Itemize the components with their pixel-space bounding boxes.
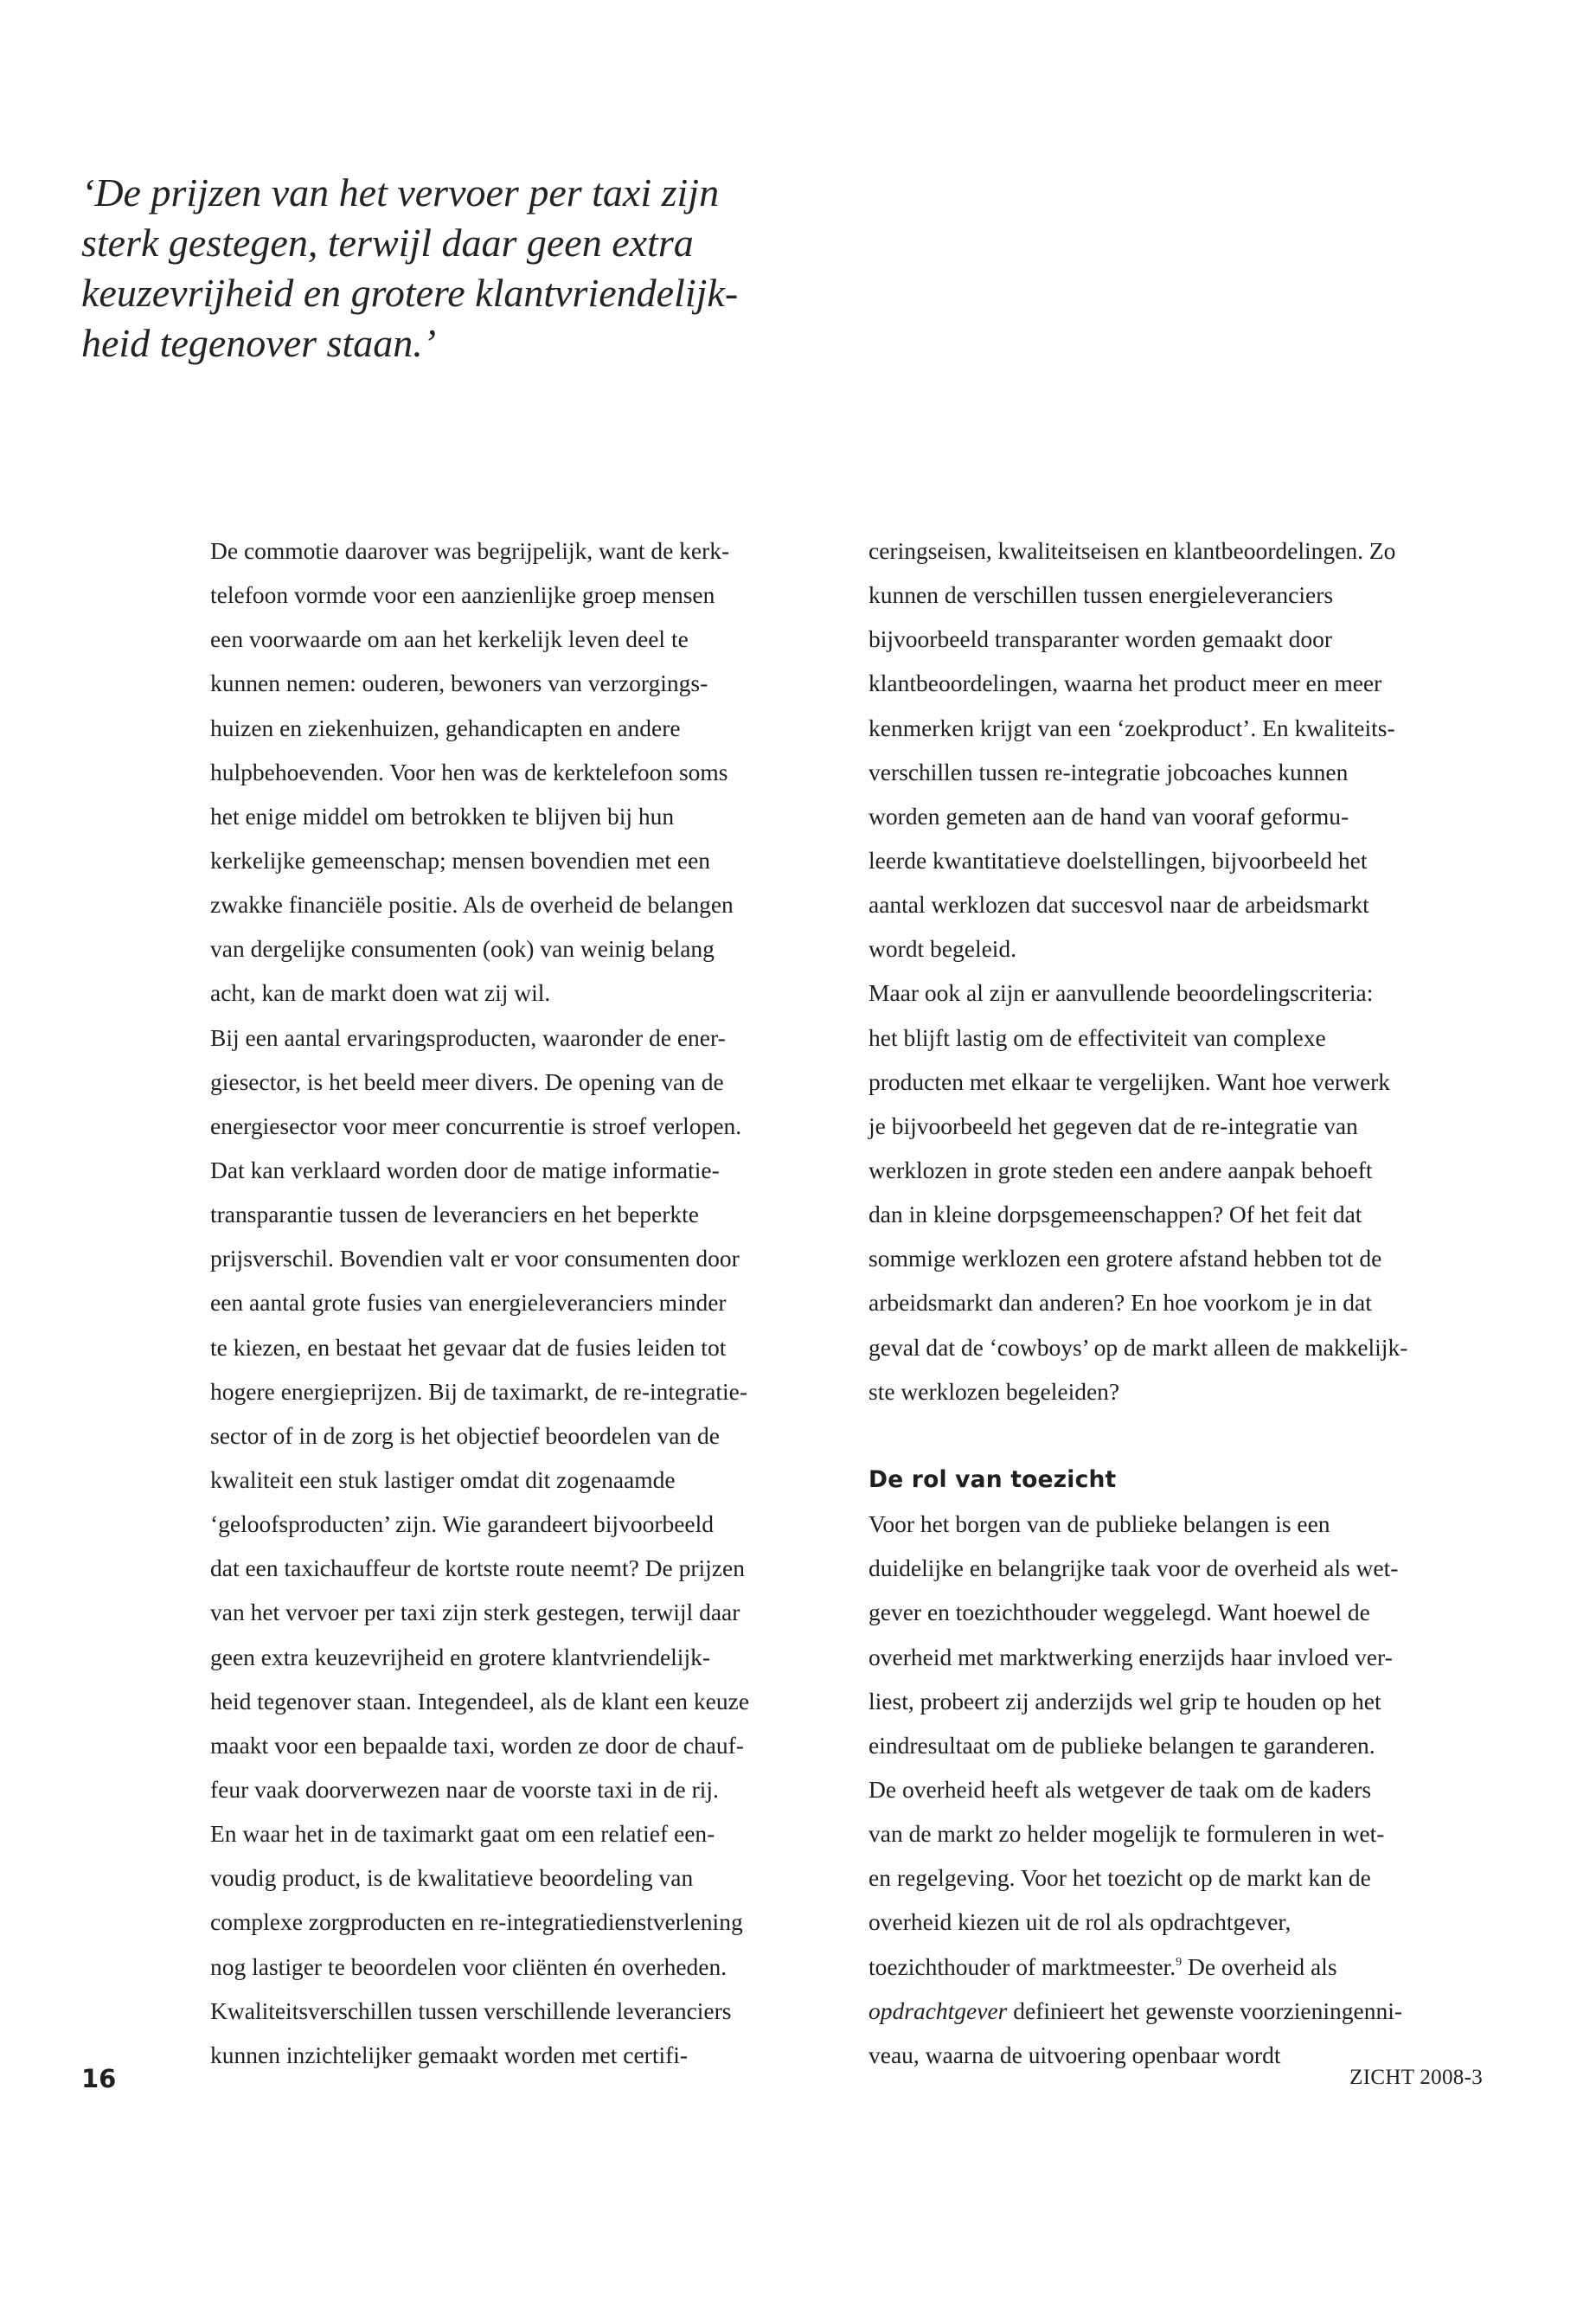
body-text-line: het blijft lastig om de effectiviteit van complexe (869, 1023, 1326, 1051)
body-text-line: sommige werklozen een grotere afstand hebben tot de (869, 1245, 1382, 1272)
section-heading: De rol van toezicht (869, 1465, 1117, 1493)
italic-line-rest: definieert het gewenste voorzieningenni- (1007, 1997, 1402, 2024)
body-text-line: kunnen de verschillen tussen energieleveranciers (869, 581, 1334, 609)
body-text-line: duidelijke en belangrijke taak voor de overheid als wet- (869, 1554, 1399, 1582)
left-text-column (210, 529, 820, 2077)
body-text-line: En waar het in de taximarkt gaat om een relatief een- (210, 1820, 715, 1848)
body-text-line: overheid kiezen uit de rol als opdrachtgever, (869, 1908, 1292, 1936)
body-text-line: Kwaliteitsverschillen tussen verschillende leveranciers (210, 1997, 732, 2024)
body-text-line: ceringseisen, kwaliteitseisen en klantbeoordelingen. Zo (869, 537, 1396, 564)
body-text-line-with-footnote (869, 1945, 1478, 1989)
body-text-line: dat een taxichauffeur de kortste route neemt? De prijzen (210, 1554, 745, 1582)
page-number: 16 (81, 2064, 117, 2093)
body-text-line: klantbeoordelingen, waarna het product meer en meer (869, 670, 1382, 697)
body-text-line: en regelgeving. Voor het toezicht op de markt kan de (869, 1864, 1371, 1892)
body-text-line: verschillen tussen re-integratie jobcoaches kunnen (869, 758, 1349, 785)
pull-quote-line: heid tegenover staan.’ (81, 321, 437, 365)
body-text-line: feur vaak doorverwezen naar de voorste taxi in de rij. (210, 1775, 719, 1803)
right-text-column (869, 529, 1478, 2077)
body-text-line: energiesector voor meer concurrentie is stroef verlopen. (210, 1112, 742, 1139)
body-text-line: kenmerken krijgt van een ‘zoekproduct’. En kwaliteits- (869, 714, 1395, 741)
body-text-line: ste werklozen begeleiden? (869, 1377, 1120, 1405)
body-text-line: werklozen in grote steden een andere aanpak behoeft (869, 1156, 1373, 1183)
footnote-line-after: De overheid als (1182, 1952, 1337, 1980)
body-text-line: een voorwaarde om aan het kerkelijk leven deel te (210, 625, 689, 653)
body-text-line: Dat kan verklaard worden door de matige informatie- (210, 1156, 720, 1183)
body-text-line: bijvoorbeeld transparanter worden gemaakt door (869, 625, 1333, 653)
body-text-line: Voor het borgen van de publieke belangen is een (869, 1510, 1330, 1538)
pull-quote-line: sterk gestegen, terwijl daar geen extra (81, 221, 694, 265)
body-text-line: kunnen nemen: ouderen, bewoners van verzorgings- (210, 670, 708, 697)
body-text-line-with-italic (869, 1989, 1478, 2033)
body-text-line: arbeidsmarkt dan anderen? En hoe voorkom je in dat (869, 1289, 1372, 1317)
italic-term: opdrachtgever (869, 1997, 1008, 2024)
body-text-line: nog lastiger te beoordelen voor cliënten én overheden. (210, 1952, 727, 1980)
body-text-line: van de markt zo helder mogelijk te formuleren in wet- (869, 1820, 1385, 1848)
body-text-line: van dergelijke consumenten (ook) van weinig belang (210, 935, 715, 963)
body-text-line: veau, waarna de uitvoering openbaar wordt (869, 2041, 1281, 2068)
body-text-line: telefoon vormde voor een aanzienlijke groep mensen (210, 581, 715, 609)
pull-quote-line: keuzevrijheid en grotere klantvriendelijk- (81, 271, 739, 315)
pull-quote-line: ‘De prijzen van het vervoer per taxi zijn (81, 170, 720, 215)
body-text-line: heid tegenover staan. Integendeel, als de klant een keuze (210, 1687, 750, 1715)
body-text-line: acht, kan de markt doen wat zij wil. (210, 979, 551, 1007)
body-text-line: voudig product, is de kwalitatieve beoordeling van (210, 1864, 694, 1892)
paragraph-gap (869, 1413, 1478, 1458)
body-text-line: sector of in de zorg is het objectief beoordelen van de (210, 1421, 720, 1449)
body-text-line: leerde kwantitatieve doelstellingen, bijvoorbeeld het (869, 846, 1368, 874)
body-text-line: ‘geloofsproducten’ zijn. Wie garandeert bijvoorbeeld (210, 1510, 715, 1538)
body-text-line: dan in kleine dorpsgemeenschappen? Of het feit dat (869, 1201, 1362, 1228)
body-text-line: het enige middel om betrokken te blijven bij hun (210, 802, 675, 830)
body-text-line: overheid met marktwerking enerzijds haar invloed ver- (869, 1643, 1393, 1670)
footnote-line-text: toezichthouder of marktmeester. (869, 1952, 1176, 1980)
body-text-line: kerkelijke gemeenschap; mensen bovendien met een (210, 846, 711, 874)
body-text-line: wordt begeleid. (869, 935, 1017, 963)
body-text-line: kwaliteit een stuk lastiger omdat dit zogenaamde (210, 1465, 676, 1493)
body-text-line: geen extra keuzevrijheid en grotere klantvriendelijk- (210, 1643, 710, 1670)
body-text-line: transparantie tussen de leveranciers en het beperkte (210, 1201, 700, 1228)
body-text-line: liest, probeert zij anderzijds wel grip te houden op het (869, 1687, 1381, 1715)
body-text-line: De commotie daarover was begrijpelijk, want de kerk- (210, 537, 730, 564)
body-text-line: worden gemeten aan de hand van vooraf geformu- (869, 802, 1349, 830)
body-text-line: Maar ook al zijn er aanvullende beoordelingscriteria: (869, 979, 1374, 1007)
pull-quote (81, 168, 843, 369)
body-text-line: giesector, is het beeld meer divers. De opening van de (210, 1067, 724, 1095)
body-text-line: producten met elkaar te vergelijken. Want hoe verwerk (869, 1067, 1391, 1095)
body-text-line: te kiezen, en bestaat het gevaar dat de fusies leiden tot (210, 1333, 727, 1361)
body-text-line: geval dat de ‘cowboys’ op de markt alleen de makkelijk- (869, 1333, 1408, 1361)
body-text-line: van het vervoer per taxi zijn sterk gestegen, terwijl daar (210, 1599, 740, 1626)
body-text-line: je bijvoorbeeld het gegeven dat de re-integratie van (869, 1112, 1358, 1139)
body-text-line: complexe zorgproducten en re-integratiedienstverlening (210, 1908, 743, 1936)
footnote-marker: 9 (1176, 1955, 1183, 1969)
body-text-line: gever en toezichthouder weggelegd. Want hoewel de (869, 1599, 1370, 1626)
body-text-line: een aantal grote fusies van energieleveranciers minder (210, 1289, 727, 1317)
journal-issue: ZICHT 2008-3 (1349, 2066, 1483, 2089)
body-text-line: aantal werklozen dat succesvol naar de arbeidsmarkt (869, 891, 1369, 919)
body-text-line: zwakke financiële positie. Als de overheid de belangen (210, 891, 734, 919)
body-text-line: prijsverschil. Bovendien valt er voor consumenten door (210, 1245, 740, 1272)
body-text-line: eindresultaat om de publieke belangen te garanderen. (869, 1731, 1375, 1759)
body-text-line: kunnen inzichtelijker gemaakt worden met certifi- (210, 2041, 689, 2068)
body-text-line: De overheid heeft als wetgever de taak om de kaders (869, 1775, 1372, 1803)
body-text-line: hulpbehoevenden. Voor hen was de kerktelefoon soms (210, 758, 728, 785)
body-text-line: maakt voor een bepaalde taxi, worden ze door de chauf- (210, 1731, 744, 1759)
body-text-line: huizen en ziekenhuizen, gehandicapten en andere (210, 714, 681, 741)
body-text-line: Bij een aantal ervaringsproducten, waaronder de ener- (210, 1023, 726, 1051)
body-text-line: hogere energieprijzen. Bij de taximarkt, de re-integratie- (210, 1377, 748, 1405)
